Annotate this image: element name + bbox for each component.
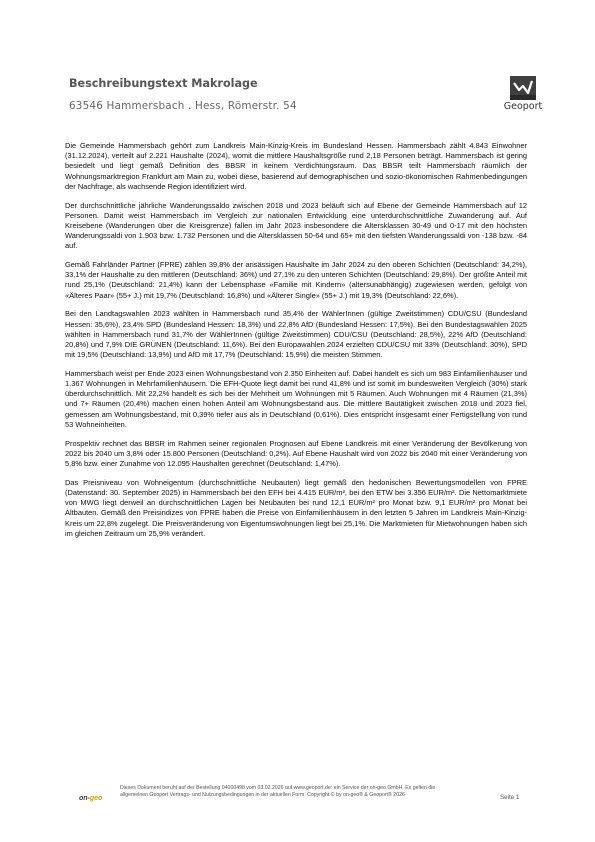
on-geo-logo-accent: geo <box>89 795 103 802</box>
on-geo-logo-main: on- <box>79 795 90 802</box>
page-number: Seite 1 <box>500 794 520 801</box>
geoport-logo-icon <box>510 76 536 100</box>
paragraph-housing-stock: Hammersbach weist per Ende 2023 einen Wohnungsbestand von 2.350 Einheiten auf. Dabei handelt es sich um 983 Einfamilienhäuser und 1.367 Wohnungen in Mehrfamilienhäusern. Die EFH-Quote liegt damit bei rund 41,8% und ist somit im bundesweiten Vergleich (30%) stark überdurchschnittlich. Mit 22,2% handelt es sich bei der Mehrheit um Wohnungen mit 5 Räumen. Auch Wohnungen mit 4 Räumen (21,3%) und 7+ Räumen (20,4%) machen einen hohen Anteil am Wohnungsbestand aus. Die mittlere Bautätigkeit zwischen 2018 und 2023 fiel, gemessen am Wohnungsbestand, mit 0,39% tiefer aus als in Deutschland (0,61%). Dies entspricht insgesamt einer Fertigstellung von rund 53 Wohneinheiten. <box>65 368 527 429</box>
paragraph-forecast: Prospektiv rechnet das BBSR im Rahmen seiner regionalen Prognosen auf Ebene Landkreis mit einer Veränderung der Bevölkerung von 2022 bis 2040 um 3,8% oder 15.800 Personen (Deutschland: 0,2%). Auf Ebene Haushalt wird von 2022 bis 2040 mit einer Veränderung von 5,8% bzw. einer Zunahme von 12.095 Haushalten gerechnet (Deutschland: 1,47%). <box>65 438 527 468</box>
paragraph-prices: Das Preisniveau von Wohneigentum (durchschnittliche Neubauten) liegt gemäß den hedonischen Bewertungsmodellen von FPRE (Datenstand: 30. September 2025) in Hammersbach bei den EFH bei 4.415 EUR/m², bei den ETW bei 3.356 EUR/m². Die Nettomarktmiete von MWG liegt derweil an durchschnittlichen Lagen bei Neubauten bei rund 12,1 EUR/m² pro Monat bzw. 9,1 EUR/m² pro Monat bei Altbauten. Gemäß den Preisindizes von FPRE haben die Preise von Einfamilienhäusern in den letzten 5 Jahren im Landkreis Main-Kinzig-Kreis um 22,8% zugelegt. Die Preisveränderung von Eigentumswohnungen liegt bei 25,1%. Die Marktmieten für Mietwohnungen haben sich im gleichen Zeitraum um 25,9% verändert. <box>65 477 527 538</box>
paragraph-migration: Der durchschnittliche jährliche Wanderungssaldo zwischen 2018 und 2023 beläuft sich auf Ebene der Gemeinde Hammersbach auf 12 Personen. Damit weist Hammersbach im Vergleich zur nationalen Entwicklung eine unterdurchschnittliche Zuwanderung auf. Auf Kreisebene (Wanderungen über die Kreisgrenze) fallen im Jahr 2023 insbesondere die Altersklassen 30-49 und 0-17 mit den höchsten Wanderungssaldi von 1.903 bzw. 1.732 Personen und die Altersklassen 50-64 und 65+ mit den tiefsten Wanderungssaldi von -138 bzw. -84 auf. <box>65 200 527 251</box>
paragraph-households: Gemäß Fahrländer Partner (FPRE) zählen 39,8% der ansässigen Haushalte im Jahr 2024 zu den oberen Schichten (Deutschland: 34,2%), 33,1% der Haushalte zu den mittleren (Deutschland: 36%) und 27,1% zu den unteren Schichten (Deutschland: 29,8%). Der größte Anteil mit rund 25,1% (Deutschland: 21,4%) kann der Lebensphase «Familie mit Kindern» (altersunabhängig) zugewiesen werden, gefolgt von «Älteres Paar» (55+ J.) mit 19,7% (Deutschland: 16,8%) und «Älterer Single» (55+ J.) mit 19,3% (Deutschland: 22,6%). <box>65 260 527 300</box>
paragraph-elections: Bei den Landtagswahlen 2023 wählten in Hammersbach rund 35,4% der WählerInnen (gültige Zweitstimmen) CDU/CSU (Bundesland Hessen: 35,6%), 23,4% SPD (Bundesland Hessen: 18,3%) und 22,8% AfD (Bundesland Hessen: 17,5%). Bei den Bundestagswahlen 2025 wählten in Hammersbach rund 31,7% der WählerInnen (gültige Zweitstimmen) CDU/CSU (Deutschland: 28,5%), 22% AfD (Deutschland: 20,8%) und 7,9% DIE GRÜNEN (Deutschland: 11,6%). Bei den Europawahlen 2024 erzielten CDU/CSU mit 33% (Deutschland: 30%), SPD mit 19,5% (Deutschland: 13,9%) und AfD mit 17,7% (Deutschland: 15,9%) die meisten Stimmen. <box>65 309 527 360</box>
geoport-logo <box>496 76 550 120</box>
geoport-logo-text: Geoport <box>503 101 543 112</box>
description-body <box>65 141 527 547</box>
footer-disclaimer: Dieses Dokument beruht auf der Bestellung 04000498 vom 03.02.2026 auf www.geoport.de: ein Service der on-geo GmbH. Es gelten die allgemeinen Geoport Vertrags- und Nutzungsbedingungen in der aktuellen Form. Copyright © by on-geo® & Geoport® 2026 <box>120 785 436 799</box>
on-geo-logo <box>79 795 102 802</box>
property-address: 63546 Hammersbach . Hess, Römerstr. 54 <box>69 100 297 112</box>
paragraph-overview: Die Gemeinde Hammersbach gehört zum Landkreis Main-Kinzig-Kreis im Bundesland Hessen. Hammersbach zählt 4.843 Einwohner (31.12.2024), verteilt auf 2.221 Haushalte (2024), womit die mittlere Haushaltsgröße rund 2,18 Personen beträgt. Hammersbach ist gering besiedelt und liegt gemäß Definition des BBSR in keinem Verdichtungsraum. Das BBSR teilt Hammersbach räumlich der Wohnungsmarktregion Frankfurt am Main zu, wobei diese, basierend auf demographischen und sozio-ökonomischen Rahmenbedingungen der Nachfrage, als wachsende Region identifiziert wird. <box>65 141 527 191</box>
document-title: Beschreibungstext Makrolage <box>69 77 258 90</box>
